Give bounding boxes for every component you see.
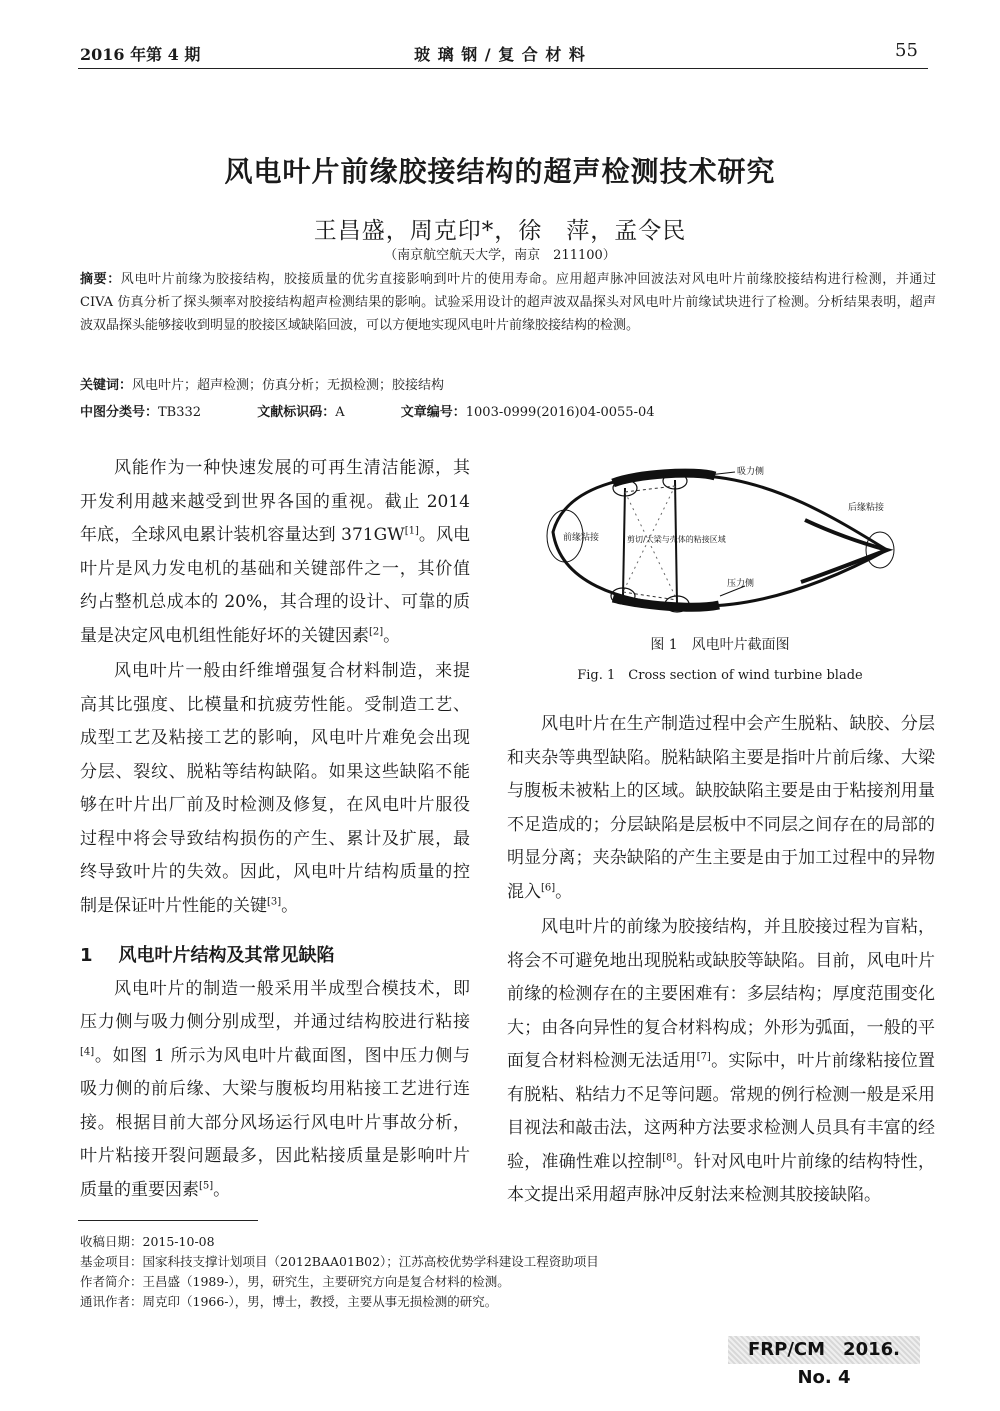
funding-note: 基金项目：国家科技支撑计划项目（2012BAA01B02）；江苏高校优势学科建设工程资助项目 — [80, 1254, 599, 1269]
left-paragraph-2: 风电叶片一般由纤维增强复合材料制造，来提高其比强度、比模量和抗疲劳性能。受制造工艺、成型工艺及粘接工艺的影响，风电叶片难免会出现分层、裂纹、脱粘等结构缺陷。如果这些缺陷不能够在叶片出厂前及时检测及修复，在风电叶片服役过程中将会导致结构损伤的产生、累计及扩展，最终导致叶片的失效。因此，风电叶片结构质量的控制是保证叶片性能的关键[3]。 — [80, 661, 470, 916]
right-column — [507, 708, 935, 1213]
figure-caption-cn: 图 1 风电叶片截面图 — [650, 637, 790, 653]
issue-label: 2016 年第 4 期 — [80, 45, 201, 64]
page-number: 55 — [895, 40, 918, 61]
footnotes — [80, 1232, 920, 1312]
paper-title: 风电叶片前缘胶接结构的超声检测技术研究 — [224, 155, 776, 188]
label-trailing-bond: 后缘粘接 — [848, 503, 885, 513]
right-paragraph-2: 风电叶片的前缘为胶接结构，并且胶接过程为盲粘，将会不可避免地出现脱粘或缺胶等缺陷。目前，风电叶片前缘的检测存在的主要困难有：多层结构；厚度范围变化大；由各向异性的复合材料构成；外形为弧面，一般的平面复合材料检测无法适用[7]。实际中，叶片前缘粘接位置有脱粘、粘结力不足等问题。常规的例行检测一般是采用目视法和敲击法，这两种方法要求检测人员具有丰富的经验，准确性难以控制[8]。针对风电叶片前缘的结构特性，本文提出采用超声脉冲反射法来检测其胶接缺陷。 — [507, 917, 936, 1205]
doc-code-label: 文献标识码： — [257, 405, 336, 420]
journal-issue-badge: FRP/CM 2016. No. 4 — [728, 1336, 920, 1364]
keywords-label: 关键词： — [80, 378, 133, 393]
shear-web-left — [623, 488, 625, 596]
section-title: 风电叶片结构及其常见缺陷 — [118, 945, 335, 966]
author-bio: 作者简介：王昌盛（1989-），男，研究生，主要研究方向是复合材料的检测。 — [80, 1274, 510, 1289]
citation-5: [5] — [199, 1179, 214, 1191]
citation-4: [4] — [80, 1045, 95, 1057]
blade-cross-section-diagram — [505, 458, 935, 628]
article-no-value: 1003-0999(2016)04-0055-04 — [465, 405, 655, 420]
right-paragraph-1: 风电叶片在生产制造过程中会产生脱粘、缺胶、分层和夹杂等典型缺陷。脱粘缺陷主要是指叶片前后缘、大梁与腹板未被粘上的区域。缺胶缺陷主要是由于粘接剂用量不足造成的；分层缺陷是层板中不同层之间存在的局部的明显分离；夹杂缺陷的产生主要是由于加工过程中的异物混入[6]。 — [507, 714, 935, 902]
citation-3: [3] — [267, 895, 282, 907]
clc-label: 中图分类号： — [80, 405, 159, 420]
citation-7: [7] — [696, 1051, 711, 1063]
citation-6: [6] — [541, 881, 556, 893]
keywords-text: 风电叶片；超声检测；仿真分析；无损检测；胶接结构 — [132, 378, 445, 393]
abstract-text: 风电叶片前缘为胶接结构，胶接质量的优劣直接影响到叶片的使用寿命。应用超声脉冲回波法对风电叶片前缘胶接结构进行检测，并通过 CIVA 仿真分析了探头频率对胶接结构超声检测结果的影响。试验采用设计的超声波双晶探头对风电叶片前缘试块进行了检测。分析结果表明，超声波双晶探头能够接收到明显的胶接区域缺陷回波，可以方便地实现风电叶片前缘胶接结构的检测。 — [80, 272, 936, 333]
affiliation: （南京航空航天大学，南京 211100） — [384, 248, 616, 263]
label-leading-bond: 前缘粘接 — [563, 533, 600, 543]
classification-line — [80, 401, 936, 420]
section-1-heading — [80, 939, 470, 973]
label-pressure-side: 压力侧 — [727, 579, 755, 589]
figure-caption-en: Fig. 1 Cross section of wind turbine blade — [577, 668, 863, 683]
citation-8: [8] — [662, 1151, 677, 1163]
left-column — [80, 452, 470, 1207]
section-number: 1 — [80, 945, 93, 966]
header-rule — [78, 68, 928, 69]
citation-2: [2] — [369, 625, 384, 637]
corresponding-author: 通讯作者：周克印（1966-），男，博士，教授，主要从事无损检测的研究。 — [80, 1294, 498, 1309]
author-list: 王昌盛，周克印*，徐 萍，孟令民 — [313, 218, 687, 244]
abstract — [80, 268, 936, 337]
left-paragraph-3: 风电叶片的制造一般采用半成型合模技术，即压力侧与吸力侧分别成型，并通过结构胶进行粘接[4]。如图 1 所示为风电叶片截面图，图中压力侧与吸力侧的前后缘、大梁与腹板均用粘接工艺进行连接。根据目前大部分风场运行风电叶片事故分析，叶片粘接开裂问题最多，因此粘接质量是影响叶片质量的重要因素[5]。 — [80, 978, 470, 1200]
keywords — [80, 374, 936, 393]
label-web-bond: 剪切/大梁与壳体的粘接区域 — [627, 535, 726, 544]
label-suction-side: 吸力侧 — [737, 467, 765, 477]
figure-1 — [505, 458, 935, 628]
journal-name: 玻 璃 钢 / 复 合 材 料 — [414, 45, 586, 64]
abstract-label: 摘要： — [80, 272, 121, 287]
citation-1: [1] — [404, 525, 419, 537]
clc-value: TB332 — [158, 405, 202, 420]
doc-code-value: A — [335, 405, 345, 420]
left-paragraph-1: 风能作为一种快速发展的可再生清洁能源，其开发利用越来越受到世界各国的重视。截止 2014 年底，全球风电累计装机容量达到 371GW[1]。风电叶片是风力发电机的基础和关键部件之一，其价值约占整机总成本的 20%，其合理的设计、可靠的质量是决定风电机组性能好坏的关键因素[2]。 — [80, 458, 471, 646]
footnote-rule — [78, 1220, 258, 1221]
received-date: 收稿日期：2015-10-08 — [80, 1234, 215, 1249]
article-no-label: 文章编号： — [400, 405, 466, 420]
